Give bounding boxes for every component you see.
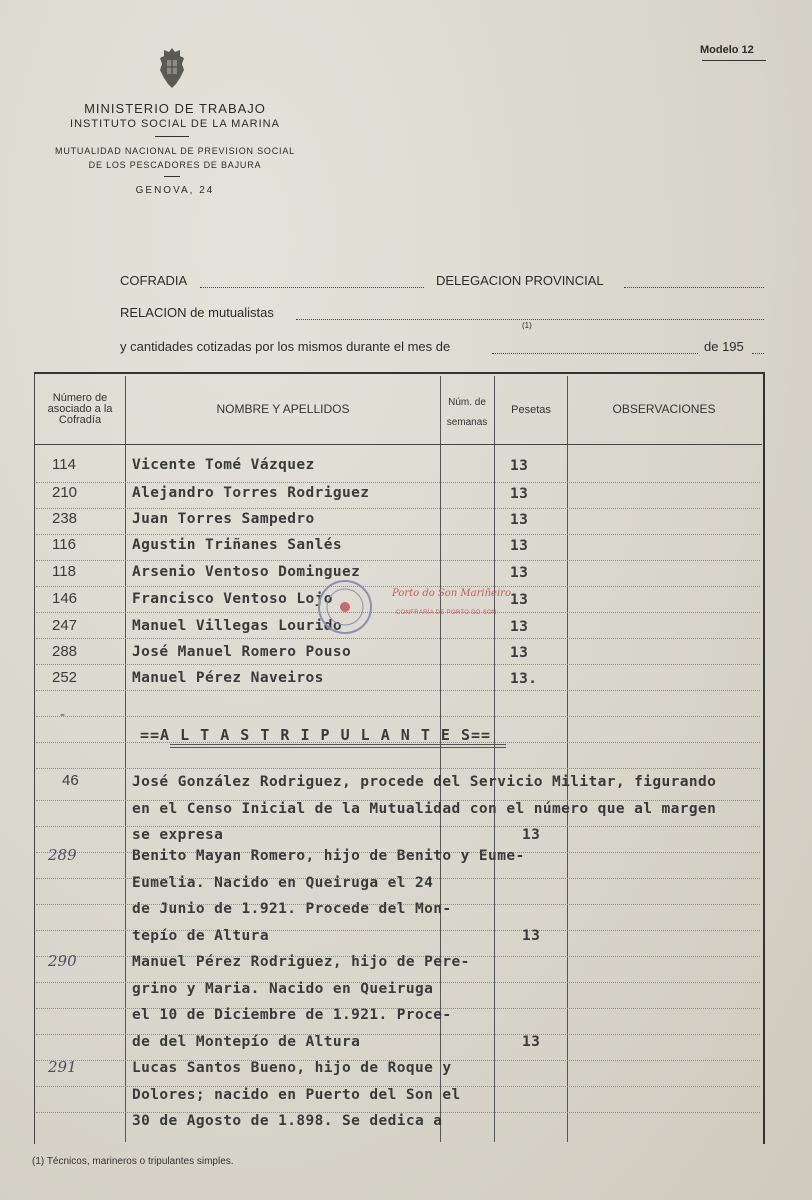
column-divider — [125, 376, 126, 1142]
dash-mark: - — [60, 705, 66, 723]
alta-pesetas: 13 — [522, 927, 541, 944]
column-header-nombre: NOMBRE Y APELLIDOS — [216, 402, 350, 416]
alta-text-line: 30 de Agosto de 1.898. Se dedica a — [132, 1113, 443, 1129]
row-rule — [36, 690, 760, 691]
row-rule — [36, 768, 760, 769]
alta-text-line: se expresa — [132, 827, 224, 843]
member-number: 114 — [52, 456, 76, 473]
member-pesetas: 13 — [510, 538, 529, 554]
column-divider — [567, 376, 568, 1142]
institute-title: INSTITUTO SOCIAL DE LA MARINA — [70, 118, 280, 130]
column-header-semanas: Núm. de semanas — [446, 397, 488, 428]
row-rule — [36, 534, 760, 535]
column-header-pesetas: Pesetas — [511, 404, 551, 416]
member-name: Francisco Ventoso Lojo — [132, 591, 333, 607]
footnote: (1) Técnicos, marineros o tripulantes simples. — [32, 1156, 234, 1167]
member-number: 116 — [52, 536, 76, 553]
address: GENOVA, 24 — [135, 185, 215, 196]
row-rule — [36, 716, 760, 717]
coat-of-arms-icon — [156, 46, 188, 90]
divider — [155, 136, 189, 137]
column-divider — [494, 376, 495, 1142]
column-divider — [440, 376, 441, 1142]
alta-pesetas: 13 — [522, 827, 541, 843]
column-header-numero: Número de asociado a la Cofradía — [47, 392, 113, 426]
alta-text-line: Lucas Santos Bueno, hijo de Roque y — [132, 1060, 452, 1076]
member-name: José Manuel Romero Pouso — [132, 644, 352, 660]
delegacion-label: DELEGACION PROVINCIAL — [436, 273, 604, 288]
alta-text-line: tepío de Altura — [132, 927, 269, 944]
member-pesetas: 13 — [510, 512, 529, 528]
divider — [702, 60, 766, 61]
row-rule — [36, 482, 760, 483]
delegacion-field-line — [624, 286, 764, 288]
member-pesetas: 13. — [510, 671, 538, 687]
relacion-field-line — [296, 318, 764, 320]
cofradia-label: COFRADIA — [120, 273, 188, 288]
member-name: Arsenio Ventoso Dominguez — [132, 564, 361, 580]
member-number: 146 — [52, 590, 78, 607]
year-label: de 195 — [704, 339, 744, 354]
year-field-line — [752, 352, 764, 354]
member-pesetas: 13 — [510, 645, 529, 661]
member-name: Alejandro Torres Rodriguez — [132, 485, 370, 501]
form-model-label: Modelo 12 — [700, 44, 754, 56]
member-pesetas: 13 — [510, 565, 529, 581]
alta-text-line: Eumelia. Nacido en Queiruga el 24 — [132, 874, 434, 891]
alta-text-line: de del Montepío de Altura — [132, 1033, 361, 1050]
row-rule — [36, 638, 760, 639]
member-pesetas: 13 — [510, 486, 529, 502]
mutualidad-line-2: DE LOS PESCADORES DE BAJURA — [88, 160, 262, 170]
member-name: Vicente Tomé Vázquez — [132, 457, 315, 473]
alta-text-line: Benito Mayan Romero, hijo de Benito y Eume- — [132, 848, 525, 864]
altas-title: ==A L T A S T R I P U L A N T E S== — [140, 726, 492, 744]
month-field-line — [492, 352, 698, 354]
member-number: 252 — [52, 669, 78, 686]
alta-number: 46 — [62, 772, 79, 789]
alta-pesetas: 13 — [522, 1033, 541, 1050]
member-number: 210 — [52, 484, 78, 501]
column-header-observaciones: OBSERVACIONES — [612, 402, 716, 416]
member-number: 247 — [52, 617, 78, 634]
alta-text-line: grino y Maria. Nacido en Queiruga — [132, 980, 434, 997]
member-name: Agustin Triñanes Sanlés — [132, 537, 342, 553]
alta-number: 290 — [48, 952, 77, 970]
alta-text-line: el 10 de Diciembre de 1.921. Proce- — [132, 1007, 452, 1023]
confraria-stamp-icon — [316, 578, 374, 636]
row-rule — [36, 560, 760, 561]
member-number: 238 — [52, 510, 78, 527]
divider — [164, 176, 180, 177]
stamp-text: Porto do Son Mariñeiro — [392, 588, 511, 599]
alta-text-line: Manuel Pérez Rodriguez, hijo de Pere- — [132, 954, 470, 970]
row-rule — [36, 586, 760, 587]
relacion-label: RELACION de mutualistas — [120, 305, 274, 320]
member-pesetas: 13 — [510, 458, 529, 474]
altas-underline — [170, 744, 506, 748]
stamp-subtext: CONFRARÍA DE PORTO DO SON — [396, 610, 497, 616]
member-number: 118 — [52, 563, 76, 580]
alta-text-line: José González Rodriguez, procede del Servicio Militar, figurando — [132, 774, 717, 790]
alta-text-line: de Junio de 1.921. Procede del Mon- — [132, 901, 452, 917]
member-name: Manuel Villegas Lourido — [132, 618, 342, 634]
member-number: 288 — [52, 643, 78, 660]
alta-number: 291 — [48, 1058, 77, 1076]
row-rule — [36, 664, 760, 665]
alta-text-line: en el Censo Inicial de la Mutualidad con el número que al margen — [132, 800, 717, 817]
alta-number: 289 — [48, 846, 77, 864]
row-rule — [36, 508, 760, 509]
alta-text-line: Dolores; nacido en Puerto del Son el — [132, 1086, 461, 1103]
cantidades-label: y cantidades cotizadas por los mismos durante el mes de — [120, 339, 451, 354]
ministry-title: MINISTERIO DE TRABAJO — [84, 101, 266, 116]
footnote-marker: (1) — [522, 321, 532, 330]
member-pesetas: 13 — [510, 592, 529, 608]
header-divider — [34, 444, 762, 445]
cofradia-field-line — [200, 286, 424, 288]
member-name: Manuel Pérez Naveiros — [132, 670, 324, 686]
mutualidad-line-1: MUTUALIDAD NACIONAL DE PREVISION SOCIAL — [55, 146, 295, 156]
member-pesetas: 13 — [510, 619, 529, 635]
member-name: Juan Torres Sampedro — [132, 511, 315, 527]
